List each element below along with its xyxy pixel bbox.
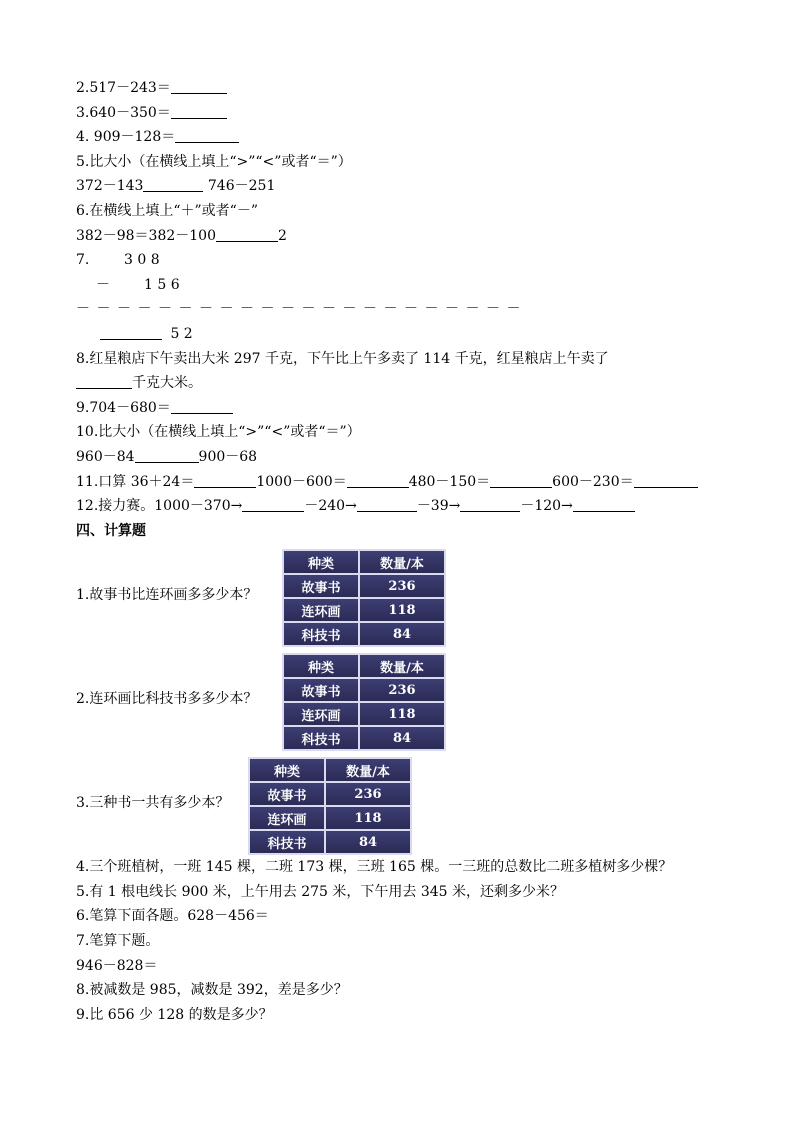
question-7-sub: [76, 273, 716, 298]
answer-blank[interactable]: [100, 325, 162, 340]
calc-question-2: [76, 647, 716, 751]
table-header-cell: 数量/本: [359, 654, 445, 678]
answer-blank[interactable]: [573, 497, 635, 512]
section-heading: [76, 519, 716, 544]
question-7-result: [76, 322, 716, 347]
calc-question-9: [76, 1003, 716, 1028]
table-cell: 连环画: [249, 806, 325, 830]
question-text: 5.比大小（在横线上填上“>”“<”或者“＝”）: [76, 153, 352, 170]
question-9: [76, 396, 716, 421]
expression-left: 382－98＝382－100: [76, 227, 216, 244]
calc-question-4: [76, 855, 716, 880]
question-7-top: [76, 248, 716, 273]
table-cell: 118: [359, 598, 445, 622]
question-10-title: [76, 420, 716, 445]
table-cell: 科技书: [249, 830, 325, 854]
expression: －39→: [416, 498, 461, 515]
table-cell: 故事书: [283, 574, 359, 598]
expression-right: 2: [277, 227, 287, 244]
table-cell: 84: [325, 830, 411, 854]
question-text: 7.笔算下题。: [76, 933, 160, 950]
answer-blank[interactable]: [634, 473, 698, 488]
question-text: 8.被减数是 985，减数是 392，差是多少？: [76, 982, 348, 999]
question-8-cont: [76, 371, 716, 396]
expression: －120→: [520, 498, 573, 515]
section-title: 四、计算题: [76, 522, 146, 539]
question-text: 9.704－680＝: [76, 399, 171, 416]
book-count-table: [282, 549, 446, 647]
question-text: 6.在横线上填上“＋”或者“－”: [76, 202, 258, 219]
question-6-expr: [76, 224, 716, 249]
calc-question-7-expr: [76, 954, 716, 979]
question-text: 3.640－350＝: [76, 104, 171, 121]
answer-blank[interactable]: [194, 473, 256, 488]
question-text: 8.红星粮店下午卖出大米 297 千克，下午比上午多卖了 114 千克，红星粮店上午卖了: [76, 350, 609, 367]
worksheet-page: [76, 76, 716, 1027]
calc-question-1: [76, 543, 716, 647]
table-cell: 118: [359, 702, 445, 726]
answer-blank[interactable]: [357, 497, 417, 512]
calc-question-7: [76, 929, 716, 954]
answer-blank[interactable]: [242, 497, 304, 512]
expression: －240→: [304, 498, 357, 515]
answer-blank[interactable]: [490, 473, 552, 488]
table-cell: 236: [359, 678, 445, 702]
calc-question-8: [76, 978, 716, 1003]
answer-blank[interactable]: [347, 473, 409, 488]
difference: 5 2: [170, 325, 193, 342]
table-cell: 236: [325, 782, 411, 806]
question-7-rule: [76, 297, 716, 322]
question-text: 6.笔算下面各题。628－456＝: [76, 908, 269, 925]
question-text: 4.三个班植树，一班 145 棵，二班 173 棵，三班 165 棵。一三班的总数比二班多植树多少棵？: [76, 859, 673, 876]
question-text: 3.三种书一共有多少本？: [76, 795, 230, 812]
question-5-title: [76, 150, 716, 175]
book-count-table: [282, 653, 446, 751]
question-number: 7.: [76, 252, 90, 269]
expression: 946－828＝: [76, 957, 158, 974]
table-cell: 连环画: [283, 702, 359, 726]
answer-blank[interactable]: [175, 128, 239, 143]
table-cell: 科技书: [283, 726, 359, 750]
question-2: [76, 76, 716, 101]
dashed-rule: －－－－－－－－－－－－－－－－－－－－－－: [76, 301, 527, 318]
table-cell: 故事书: [283, 678, 359, 702]
expression-right: 746－251: [203, 178, 276, 195]
table-header-cell: 数量/本: [325, 758, 411, 782]
question-text: 9.比 656 少 128 的数是多少？: [76, 1006, 273, 1023]
expression-right: 900－68: [198, 448, 258, 465]
table-cell: 84: [359, 726, 445, 750]
table-cell: 科技书: [283, 622, 359, 646]
question-text: 2.517－243＝: [76, 80, 171, 96]
table-cell: 236: [359, 574, 445, 598]
calc-question-6: [76, 904, 716, 929]
question-text: 千克大米。: [132, 375, 202, 392]
table-header-cell: 种类: [283, 654, 359, 678]
answer-blank[interactable]: [171, 79, 227, 94]
expression: 600－230＝: [552, 473, 634, 490]
question-10-expr: [76, 445, 716, 470]
table-header-cell: 数量/本: [359, 550, 445, 574]
expression: 1000－600＝: [256, 473, 347, 490]
question-3: [76, 101, 716, 126]
minuend: 3 0 8: [124, 252, 160, 269]
table-cell: 故事书: [249, 782, 325, 806]
question-text: 10.比大小（在横线上填上“>”“<”或者“＝”）: [76, 424, 361, 441]
minus-sign: －: [96, 276, 110, 293]
question-4: [76, 125, 716, 150]
expression-left: 960－84: [76, 448, 135, 465]
subtrahend: 1 5 6: [144, 276, 180, 293]
question-12: [76, 494, 716, 519]
answer-blank[interactable]: [135, 448, 199, 463]
calc-question-5: [76, 880, 716, 905]
question-text: 5.有 1 根电线长 900 米，上午用去 275 米，下午用去 345 米，还剩多少米？: [76, 883, 565, 900]
answer-blank[interactable]: [171, 399, 233, 414]
question-6-title: [76, 199, 716, 224]
book-count-table: [248, 757, 412, 855]
question-text: 2.连环画比科技书多多少本？: [76, 691, 258, 708]
answer-blank[interactable]: [460, 497, 520, 512]
answer-blank[interactable]: [76, 374, 132, 389]
table-cell: 118: [325, 806, 411, 830]
question-text: 12.接力赛。1000－370→: [76, 498, 243, 515]
question-text: 1.故事书比连环画多多少本？: [76, 587, 258, 604]
question-11: [76, 470, 716, 495]
answer-blank[interactable]: [171, 104, 227, 119]
question-text: 4. 909－128＝: [76, 129, 176, 146]
calc-question-3: [76, 751, 716, 855]
question-5-expr: [76, 174, 716, 199]
table-header-cell: 种类: [283, 550, 359, 574]
answer-blank[interactable]: [143, 177, 203, 192]
question-text: 11.口算 36＋24＝: [76, 473, 195, 490]
expression-left: 372－143: [76, 178, 144, 195]
answer-blank[interactable]: [216, 227, 278, 242]
table-cell: 84: [359, 622, 445, 646]
table-cell: 连环画: [283, 598, 359, 622]
table-header-cell: 种类: [249, 758, 325, 782]
question-8: [76, 347, 716, 372]
expression: 480－150＝: [408, 473, 491, 490]
